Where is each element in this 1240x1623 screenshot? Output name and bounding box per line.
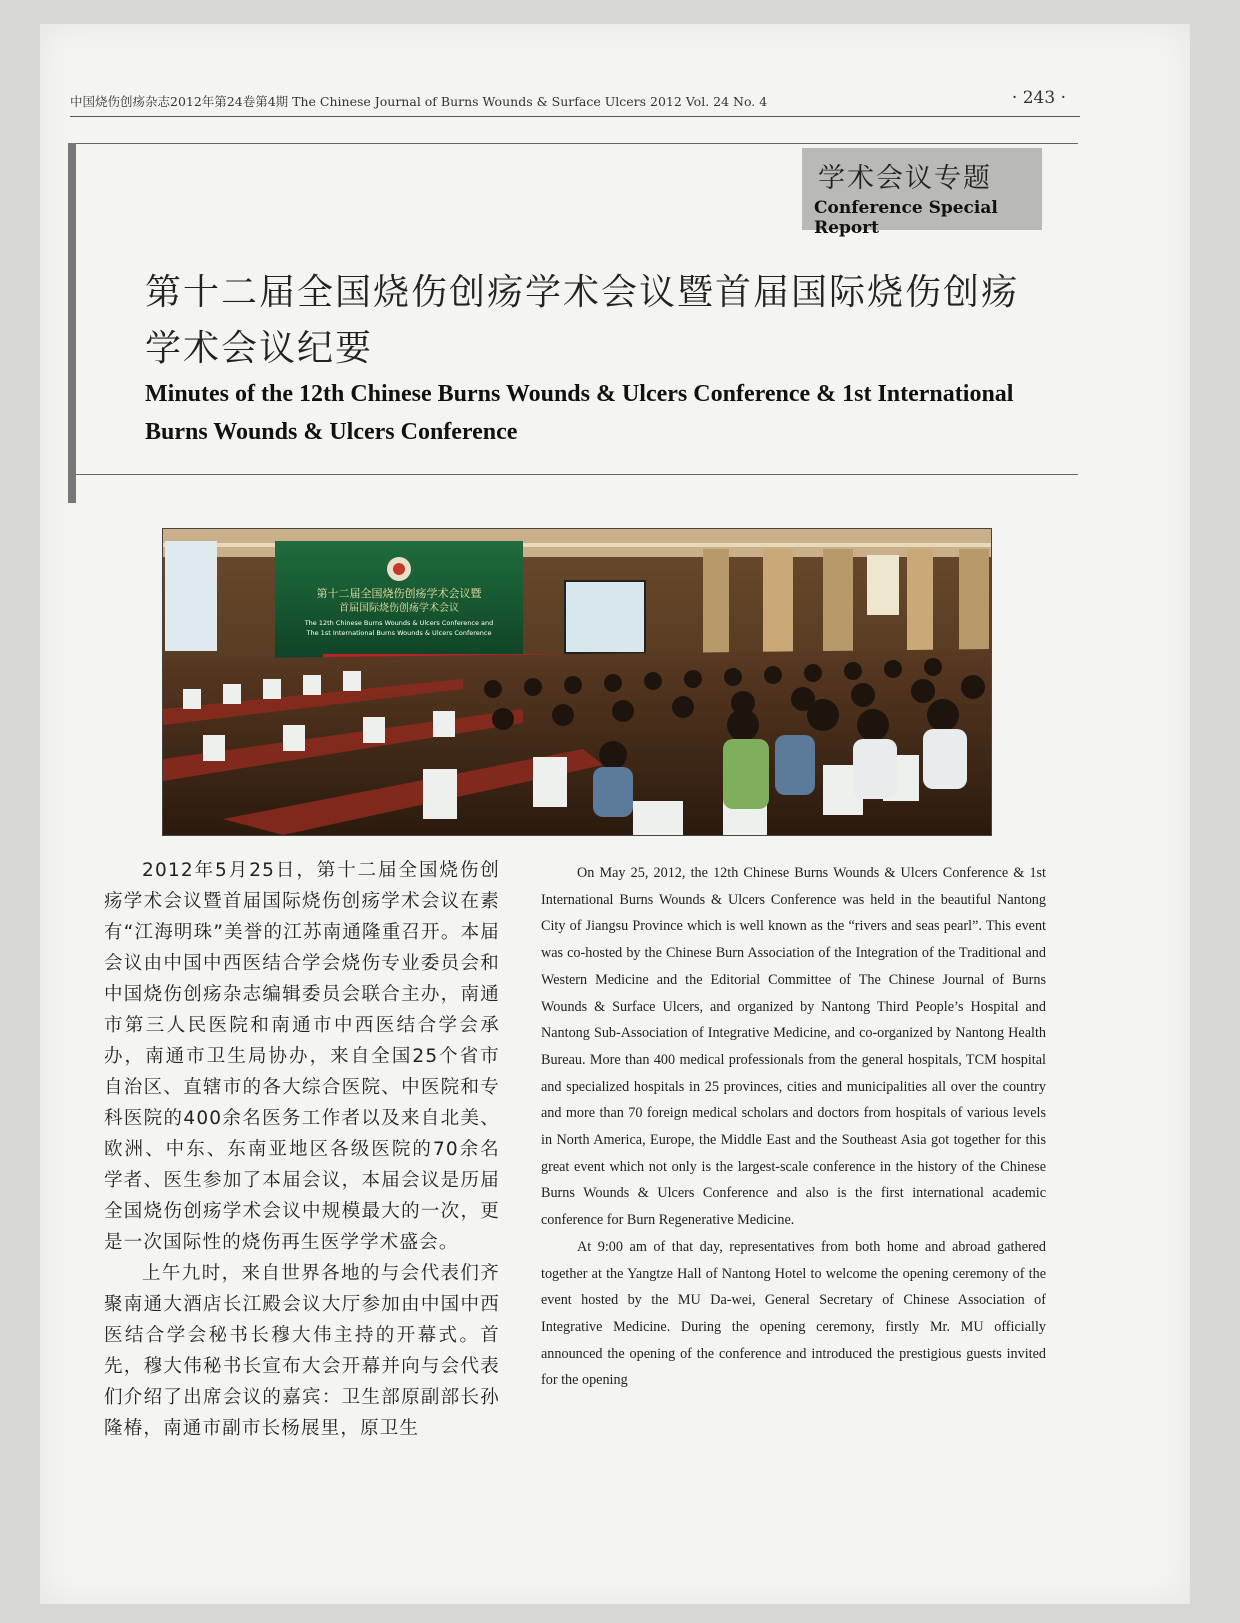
section-label-cn: 学术会议专题 [818,163,992,194]
body-column-en [541,860,1046,1394]
running-header [70,90,1080,117]
banner-line-2: 首届国际烧伤创疡学术会议 [339,603,459,614]
section-tag [802,148,1042,238]
section-label-en: Conference Special Report [814,198,998,238]
banner-line-1: 第十二届全国烧伤创疡学术会议暨 [316,587,482,600]
conference-photo [162,528,992,836]
body-en-paragraph-2: At 9:00 am of that day, representatives from both home and abroad gathered together at the Yangtze Hall of Nantong Hotel to welcome the opening ceremony of the event hosted by the MU Da-wei, General Secretary of Chinese Association of Integrative Medicine. During the opening ceremony, firstly Mr. MU officially announced the opening of the conference and introduced the prestigious guests invited for the opening [541,1238,1046,1389]
article-title-en: Minutes of the 12th Chinese Burns Wounds & Ulcers Conference & 1st International Burns Wounds & Ulcers Conference [145,381,1014,445]
body-en-paragraph-1: On May 25, 2012, the 12th Chinese Burns Wounds & Ulcers Conference & 1st International Burns Wounds & Ulcers Conference was held in the beautiful Nantong City of Jiangsu Province which is well known as the “rivers and seas pearl”. This event was co-hosted by the Chinese Burn Association of the Integration of the Traditional and Western Medicine and the Editorial Committee of The Chinese Journal of Burns Wounds & Surface Ulcers, and organized by Nantong Third People’s Hospital and Nantong Sub-Association of Integrative Medicine, and co-organized by Nantong Health Bureau. More than 400 medical professionals from the general hospitals, TCM hospital and specialized hospitals in 25 provinces, cities and municipalities all over the country and more than 70 foreign medical scholars and doctors from hospitals of various levels in North America, Europe, the Middle East and the Southeast Asia got together for this great event which not only is the largest-scale conference in the history of the Chinese Burns Wounds & Ulcers Conference and also is the first international academic conference for Burn Regenerative Medicine. [541,865,1046,1229]
body-cn-paragraph-1: 2012年5月25日，第十二届全国烧伤创疡学术会议暨首届国际烧伤创疡学术会议在素有“江海明珠”美誉的江苏南通隆重召开。本届会议由中国中西医结合学会烧伤专业委员会和中国烧伤创疡杂志编辑委员会联合主办，南通市第三人民医院和南通市中西医结合学会承办，南通市卫生局协办，来自全国25个省市自治区、直辖市的各大综合医院、中医院和专科医院的400余名医务工作者以及来自北美、欧洲、中东、东南亚地区各级医院的70余名学者、医生参加了本届会议，本届会议是历届全国烧伤创疡学术会议中规模最大的一次，更是一次国际性的烧伤再生医学学术盛会。 [104,860,500,1253]
body-cn-paragraph-2: 上午九时，来自世界各地的与会代表们齐聚南通大酒店长江殿会议大厅参加由中国中西医结合学会秘书长穆大伟主持的开幕式。首先，穆大伟秘书长宣布大会开幕并向与会代表们介绍了出席会议的嘉宾：卫生部原副部长孙隆椿，南通市副市长杨展里，原卫生 [104,1263,500,1439]
journal-citation: 中国烧伤创疡杂志2012年第24卷第4期 The Chinese Journal of Burns Wounds & Surface Ulcers 2012 Vol. 24 No. 4 [70,94,768,109]
article-title-cn: 第十二届全国烧伤创疡学术会议暨首届国际烧伤创疡学术会议纪要 [145,272,1020,369]
page-number: · 243 · [1011,88,1066,108]
body-column-cn [104,855,500,1444]
banner-line-3: The 12th Chinese Burns Wounds & Ulcers Conference and [304,619,494,627]
banner-line-4: The 1st International Burns Wounds & Ulcers Conference [306,629,492,637]
left-accent-bar [68,143,76,503]
